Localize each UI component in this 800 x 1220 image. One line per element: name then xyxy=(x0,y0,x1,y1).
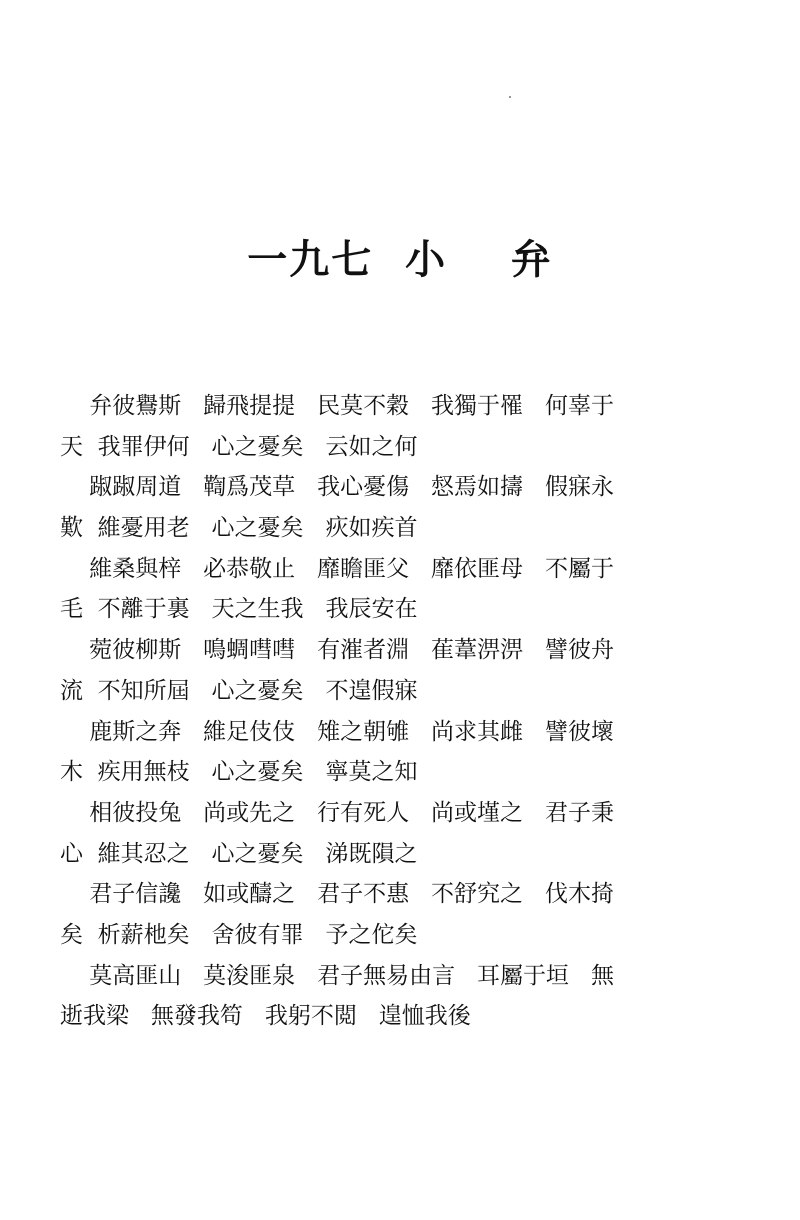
poem-line: 天 我罪伊何 心之憂矣 云如之何 xyxy=(60,433,418,460)
poem-line: 流 不知所屆 心之憂矣 不遑假寐 xyxy=(60,677,418,704)
poem-line: 維桑與梓 必恭敬止 靡瞻匪父 靡依匪母 不屬于 xyxy=(60,555,614,582)
poem-line: 歎 維憂用老 心之憂矣 疢如疾首 xyxy=(60,515,418,542)
poem-line: 毛 不離于裏 天之生我 我辰安在 xyxy=(60,596,418,623)
poem-body xyxy=(60,386,692,1037)
poem-line: 鹿斯之奔 維足伎伎 雉之朝雊 尚求其雌 譬彼壞 xyxy=(60,718,614,745)
poem-line: 矣 析薪杝矣 舍彼有罪 予之佗矣 xyxy=(60,921,418,948)
poem-line: 弁彼鸒斯 歸飛提提 民莫不穀 我獨于罹 何辜于 xyxy=(60,393,614,419)
scan-speck xyxy=(509,96,511,98)
poem-line: 踧踧周道 鞫爲茂草 我心憂傷 惄焉如擣 假寐永 xyxy=(60,474,614,501)
poem-line: 逝我梁 無發我笱 我躬不閲 遑恤我後 xyxy=(60,1003,471,1030)
poem-line: 君子信讒 如或醻之 君子不惠 不舒究之 伐木掎 xyxy=(60,881,614,908)
poem-line: 莫高匪山 莫浚匪泉 君子無易由言 耳屬于垣 無 xyxy=(60,962,614,989)
poem-line: 木 疾用無枝 心之憂矣 寧莫之知 xyxy=(60,759,418,786)
poem-line: 心 維其忍之 心之憂矣 涕既隕之 xyxy=(60,840,418,867)
poem-line: 菀彼柳斯 鳴蜩嘒嘒 有漼者淵 萑葦淠淠 譬彼舟 xyxy=(60,637,614,664)
poem-line: 相彼投兔 尚或先之 行有死人 尚或墐之 君子秉 xyxy=(60,799,614,826)
poem-title: 一九七 小 弁 xyxy=(247,236,553,283)
